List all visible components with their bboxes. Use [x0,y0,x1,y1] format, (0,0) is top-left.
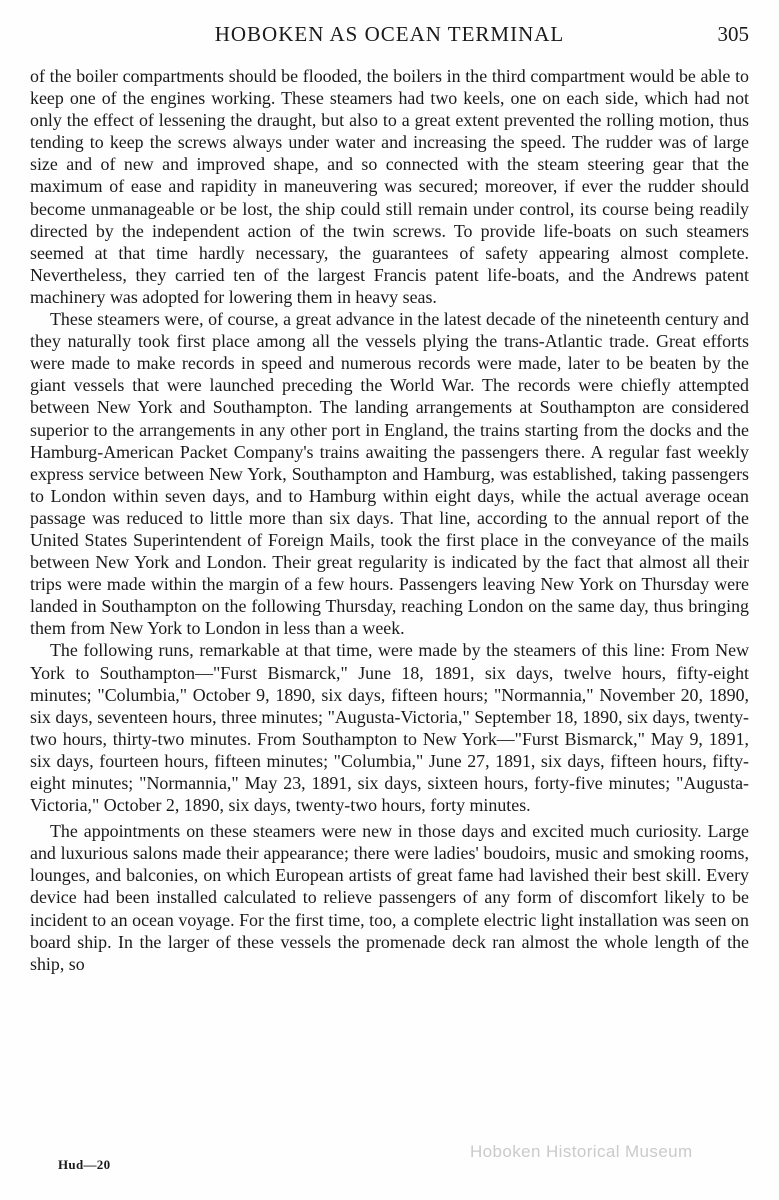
museum-watermark: Hoboken Historical Museum [470,1142,693,1161]
paragraph-appointments: The appointments on these steamers were new in those days and excited much curiosity. Large and luxurious salons made their appearance; there were ladies' boudoirs, music and smoking rooms, lounges, and balconies, on which European artists of great fame had lavished their best skill. Every device had been installed calculated to relieve passengers of any form of discomfort likely to be incident to an ocean voyage. For the first time, too, a complete electric light installation was seen on board ship. In the larger of these vessels the promenade deck ran almost the whole length of the ship, so [30,821,749,974]
running-head [30,22,749,52]
body-text [30,65,749,975]
paragraph-boiler-compartments: of the boiler compartments should be flooded, the boilers in the third compartment would be able to keep one of the engines working. These steamers had two keels, one on each side, which had not only the effect of lessening the draught, but also to a great extent prevented the rolling motion, thus tending to keep the screws always under water and increasing the speed. The rudder was of large size and of new and improved shape, and so connected with the steam steering gear that the maximum of ease and rapidity in maneuvering was secured; moreover, if ever the rudder should become unmanageable or be lost, the ship could still remain under control, its course being readily directed by the independent action of the twin screws. To provide life-boats on such steamers seemed at that time hardly necessary, the guarantees of safety appearing almost complete. Nevertheless, they carried ten of the largest Francis patent life-boats, and the Andrews patent machinery was adopted for lowering them in heavy seas. [30,66,749,307]
page-number: 305 [717,22,749,46]
running-title: HOBOKEN AS OCEAN TERMINAL [214,22,565,46]
paragraph-runs: The following runs, remarkable at that time, were made by the steamers of this line: From New York to Southampton—"Furst Bismarck," June 18, 1891, six days, twelve hours, fifty-eight minutes; "Columbia," October 9, 1890, six days, fifteen hours; "Normannia," November 20, 1890, six days, seventeen hours, three minutes; "Augusta-Victoria," September 18, 1890, six days, twenty-two hours, thirty-two minutes. From Southampton to New York—"Furst Bismarck," May 9, 1891, six days, fourteen hours, fifteen minutes; "Columbia," June 27, 1891, six days, fifteen hours, fifty-eight minutes; "Normannia," May 23, 1891, six days, sixteen hours, forty-five minutes; "Augusta-Victoria," October 2, 1890, six days, twenty-two hours, forty minutes. [30,640,749,816]
paragraph-records-speed: These steamers were, of course, a great advance in the latest decade of the nineteenth century and they naturally took first place among all the vessels plying the trans-Atlantic trade. Great efforts were made to make records in speed and numerous records were made, later to be beaten by the giant vessels that were launched preceding the World War. The records were chiefly attempted between New York and Southampton. The landing arrangements at Southampton are considered superior to the arrangements in any other port in England, the trains starting from the docks and the Hamburg-American Packet Company's trains awaiting the passengers there. A regular fast weekly express service between New York, Southampton and Hamburg, was established, taking passengers to London within seven days, and to Hamburg within eight days, while the actual average ocean passage was reduced to little more than six days. That line, according to the annual report of the United States Superintendent of Foreign Mails, took the first place in the conveyance of the mails between New York and London. Their great regularity is indicated by the fact that almost all their trips were made within the margin of a few hours. Passengers leaving New York on Thursday were landed in Southampton on the following Thursday, reaching London on the same day, thus bringing them from New York to London in less than a week. [30,309,749,639]
signature-mark: Hud—20 [58,1157,111,1172]
